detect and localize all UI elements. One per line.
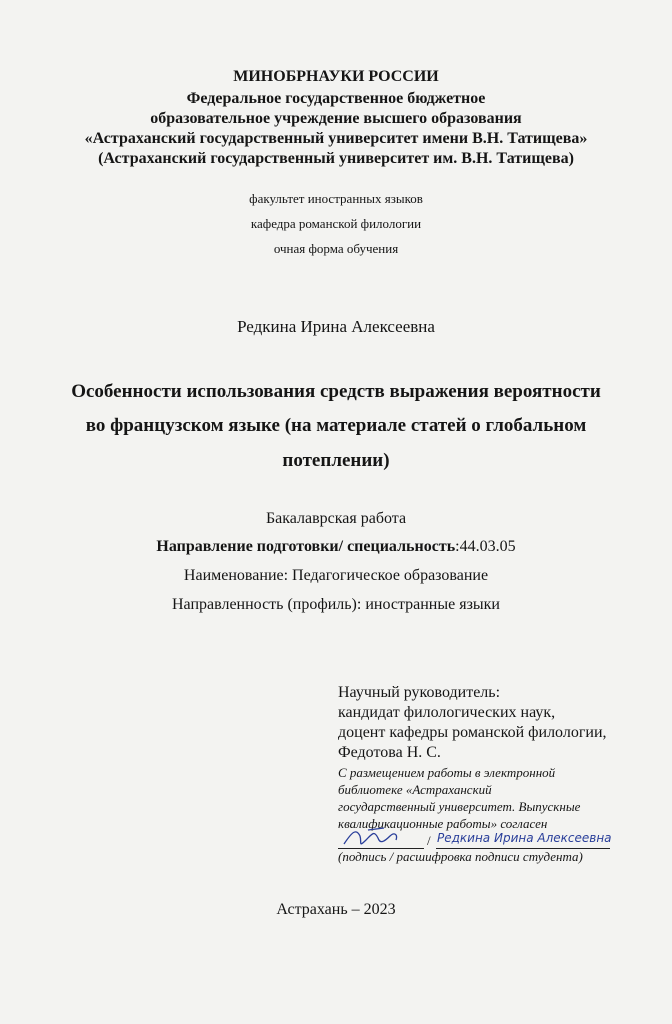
thesis-title-line-1: Особенности использования средств выражения вероятности: [71, 381, 601, 402]
faculty-name: факультет иностранных языков: [249, 191, 423, 206]
supervisor-degree: кандидат филологических наук,: [338, 704, 556, 721]
study-form: очная форма обучения: [273, 241, 399, 256]
author-name: Редкина Ирина Алексеевна: [237, 317, 435, 336]
work-type: Бакалаврская работа: [265, 510, 407, 527]
university-type-line: Федеральное государственное бюджетное: [186, 90, 486, 107]
city-year: Астрахань – 2023: [276, 901, 396, 918]
direction-label: Направление подготовки/ специальность: [156, 538, 456, 555]
signature-decryption: Редкина Ирина Алексеевна: [437, 831, 612, 845]
consent-line-2: библиотеке «Астраханский: [338, 782, 492, 797]
supervisor-position: доцент кафедры романской филологии,: [338, 724, 607, 741]
signature-caption: (подпись / расшифровка подписи студента): [338, 849, 583, 864]
institution-type-line: образовательное учреждение высшего образования: [150, 110, 522, 127]
supervisor-name: Федотова Н. С.: [338, 744, 441, 761]
program-profile: Направленность (профиль): иностранные языки: [172, 596, 500, 613]
department-name: кафедра романской филологии: [250, 216, 422, 231]
consent-line-3: государственный университет. Выпускные: [338, 799, 581, 814]
program-name: Наименование: Педагогическое образование: [183, 567, 489, 584]
consent-line-4: квалификационные работы» согласен: [338, 816, 548, 831]
direction-line: [0, 538, 672, 556]
ministry-heading: МИНОБРНАУКИ РОССИИ: [233, 68, 439, 85]
direction-value: :44.03.05: [455, 538, 516, 555]
thesis-title-line-3: потеплении): [282, 450, 390, 471]
university-full-name: «Астраханский государственный университет имени В.Н. Татищева»: [84, 130, 588, 147]
signature-slash: /: [427, 833, 431, 848]
thesis-title-line-2: во французском языке (на материале статей о глобальном: [85, 415, 587, 436]
supervisor-label: Научный руководитель:: [338, 684, 501, 701]
consent-line-1: С размещением работы в электронной: [338, 765, 556, 780]
university-short-name: (Астраханский государственный университет им. В.Н. Татищева): [98, 150, 574, 167]
